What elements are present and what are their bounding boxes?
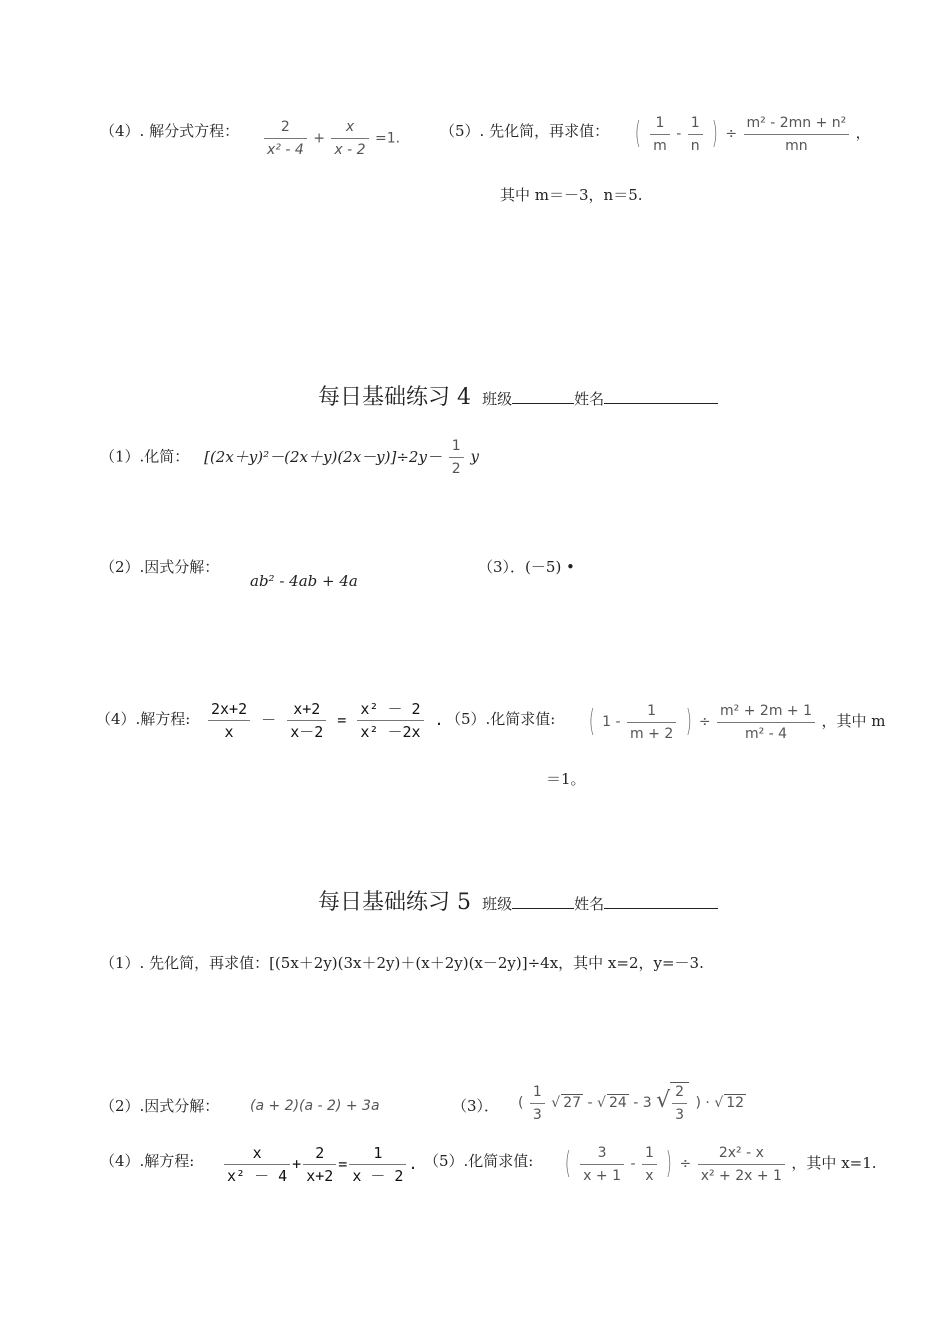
- class-label: 班级: [482, 390, 513, 408]
- problem-4-equation: $\frac{2}{\text{x² - 4}}$ + $\frac{x}{x - 2}$ =1.: [262, 118, 400, 159]
- fraction: $\frac{2}{\text{x² - 4}}$: [264, 118, 307, 159]
- s5-question-2-expression: (a + 2)(a - 2) + 3a: [250, 1098, 380, 1114]
- class-blank[interactable]: [512, 389, 574, 404]
- name-blank[interactable]: [604, 894, 718, 909]
- s4-question-3: （3）．(－5) •: [478, 558, 575, 576]
- fraction: $\frac{\text{x² － 2}}{\text{x² －2x}}$: [357, 700, 423, 741]
- fraction: $\frac{\text{m² - 2mn + n²}}{mn}$: [744, 114, 850, 155]
- fraction: $\frac{1}{m + 2}$: [627, 702, 676, 743]
- s4-question-5-expression: ( 1 - $\frac{1}{m + 2}$ ) ÷ $\frac{\text{m² + 2m + 1}}{\text{m² - 4}}$ ，其中 m: [586, 700, 885, 744]
- right-paren: ): [666, 1146, 673, 1181]
- left-paren: (: [564, 1146, 571, 1181]
- fraction: $\frac{x}{x - 2}$: [331, 118, 368, 159]
- name-blank[interactable]: [604, 389, 718, 404]
- name-label: 姓名: [574, 895, 605, 913]
- fraction: $\frac{1}{n}$: [688, 114, 703, 155]
- s4-question-5-label: （5）.化简求值:: [446, 710, 556, 728]
- section-5-heading: [318, 885, 718, 916]
- s5-question-1: （1）. 先化简，再求值：[(5x＋2y)(3x＋2y)＋(x＋2y)(x－2y)]÷4x，其中 x=2，y=－3.: [100, 954, 704, 972]
- section-title: 每日基础练习 4: [318, 385, 471, 410]
- fraction: $\frac{1}{x - 2}$: [349, 1144, 406, 1185]
- s4-question-2-expression: ab² - 4ab + 4a: [250, 572, 358, 590]
- fraction: $\frac{\text{m² + 2m + 1}}{\text{m² - 4}}$: [717, 702, 815, 743]
- fraction: $\frac{1}{3}$: [530, 1083, 545, 1124]
- section-4-heading: [318, 380, 718, 411]
- fraction: $\frac{1}{x}$: [642, 1144, 657, 1185]
- fraction: $\frac{2x+2}{x}$: [208, 700, 250, 741]
- name-label: 姓名: [574, 390, 605, 408]
- left-paren: (: [588, 704, 595, 739]
- class-label: 班级: [482, 895, 513, 913]
- s4-question-4-equation: $\frac{2x+2}{x}$ － $\frac{x+2}{x-2}$ = $\frac{\text{x² － 2}}{\text{x² －2x}}$ .: [206, 700, 444, 741]
- class-blank[interactable]: [512, 894, 574, 909]
- left-paren: (: [634, 116, 641, 151]
- s5-question-4-label: （4）.解方程:: [100, 1152, 195, 1170]
- s5-question-2-label: （2）.因式分解：: [100, 1097, 220, 1115]
- s4-question-5-continuation: ＝1。: [546, 770, 586, 788]
- fraction: $\frac{\text{2x² - x}}{\text{x² + 2x + 1}}$: [698, 1144, 785, 1185]
- radical-icon: √: [597, 1095, 606, 1111]
- s5-question-5-expression: ( $\frac{3}{x + 1}$ - $\frac{1}{x}$ ) ÷ $\frac{\text{2x² - x}}{\text{x² + 2x + 1}}$ ，其中 x=1.: [562, 1142, 877, 1186]
- s5-question-3-expression: ( $\frac{1}{3}$ √ 27 - √ 24 - 3 √ $\frac{2}{3}$ ) · √ 12: [518, 1083, 745, 1123]
- right-paren: ): [712, 116, 718, 151]
- s5-question-3-label: （3）．: [452, 1097, 500, 1115]
- fraction: $\frac{x}{\text{x² － 4}}$: [224, 1144, 290, 1185]
- fraction: $\frac{2}{3}$: [670, 1082, 689, 1124]
- problem-4-label: （4）. 解分式方程：: [100, 122, 240, 140]
- fraction: $\frac{x+2}{x-2}$: [287, 700, 326, 741]
- fraction: $\frac{2}{x+2}$: [303, 1144, 336, 1185]
- problem-5-label: （5）. 先化简，再求值：: [440, 122, 610, 140]
- fraction: $\frac{1}{2}$: [449, 437, 464, 478]
- problem-5-condition: 其中 m＝－3，n＝5.: [500, 186, 643, 204]
- s5-question-4-equation: $\frac{x}{\text{x² － 4}}$ + $\frac{2}{x+2}$ = $\frac{1}{x - 2}$ .: [222, 1144, 417, 1185]
- s4-question-2-label: （2）.因式分解：: [100, 558, 220, 576]
- s5-question-5-label: （5）.化简求值:: [424, 1152, 534, 1170]
- section-title: 每日基础练习 5: [318, 890, 471, 915]
- s4-question-1: （1）.化简： [(2x＋y)²－(2x＋y)(2x－y)]÷2y－ $\frac{1}{2}$ y: [100, 438, 479, 477]
- fraction: $\frac{1}{m}$: [650, 114, 670, 155]
- fraction: $\frac{3}{x + 1}$: [580, 1144, 624, 1185]
- radical-icon: √: [656, 1088, 671, 1113]
- s4-question-4-label: （4）.解方程:: [96, 710, 191, 728]
- problem-5-expression: ( $\frac{1}{m}$ - $\frac{1}{n}$ ) ÷ $\frac{\text{m² - 2mn + n²}}{mn}$ ，: [632, 112, 870, 156]
- right-paren: ): [685, 704, 692, 739]
- radical-icon: √: [714, 1095, 724, 1111]
- radical-icon: √: [551, 1095, 561, 1111]
